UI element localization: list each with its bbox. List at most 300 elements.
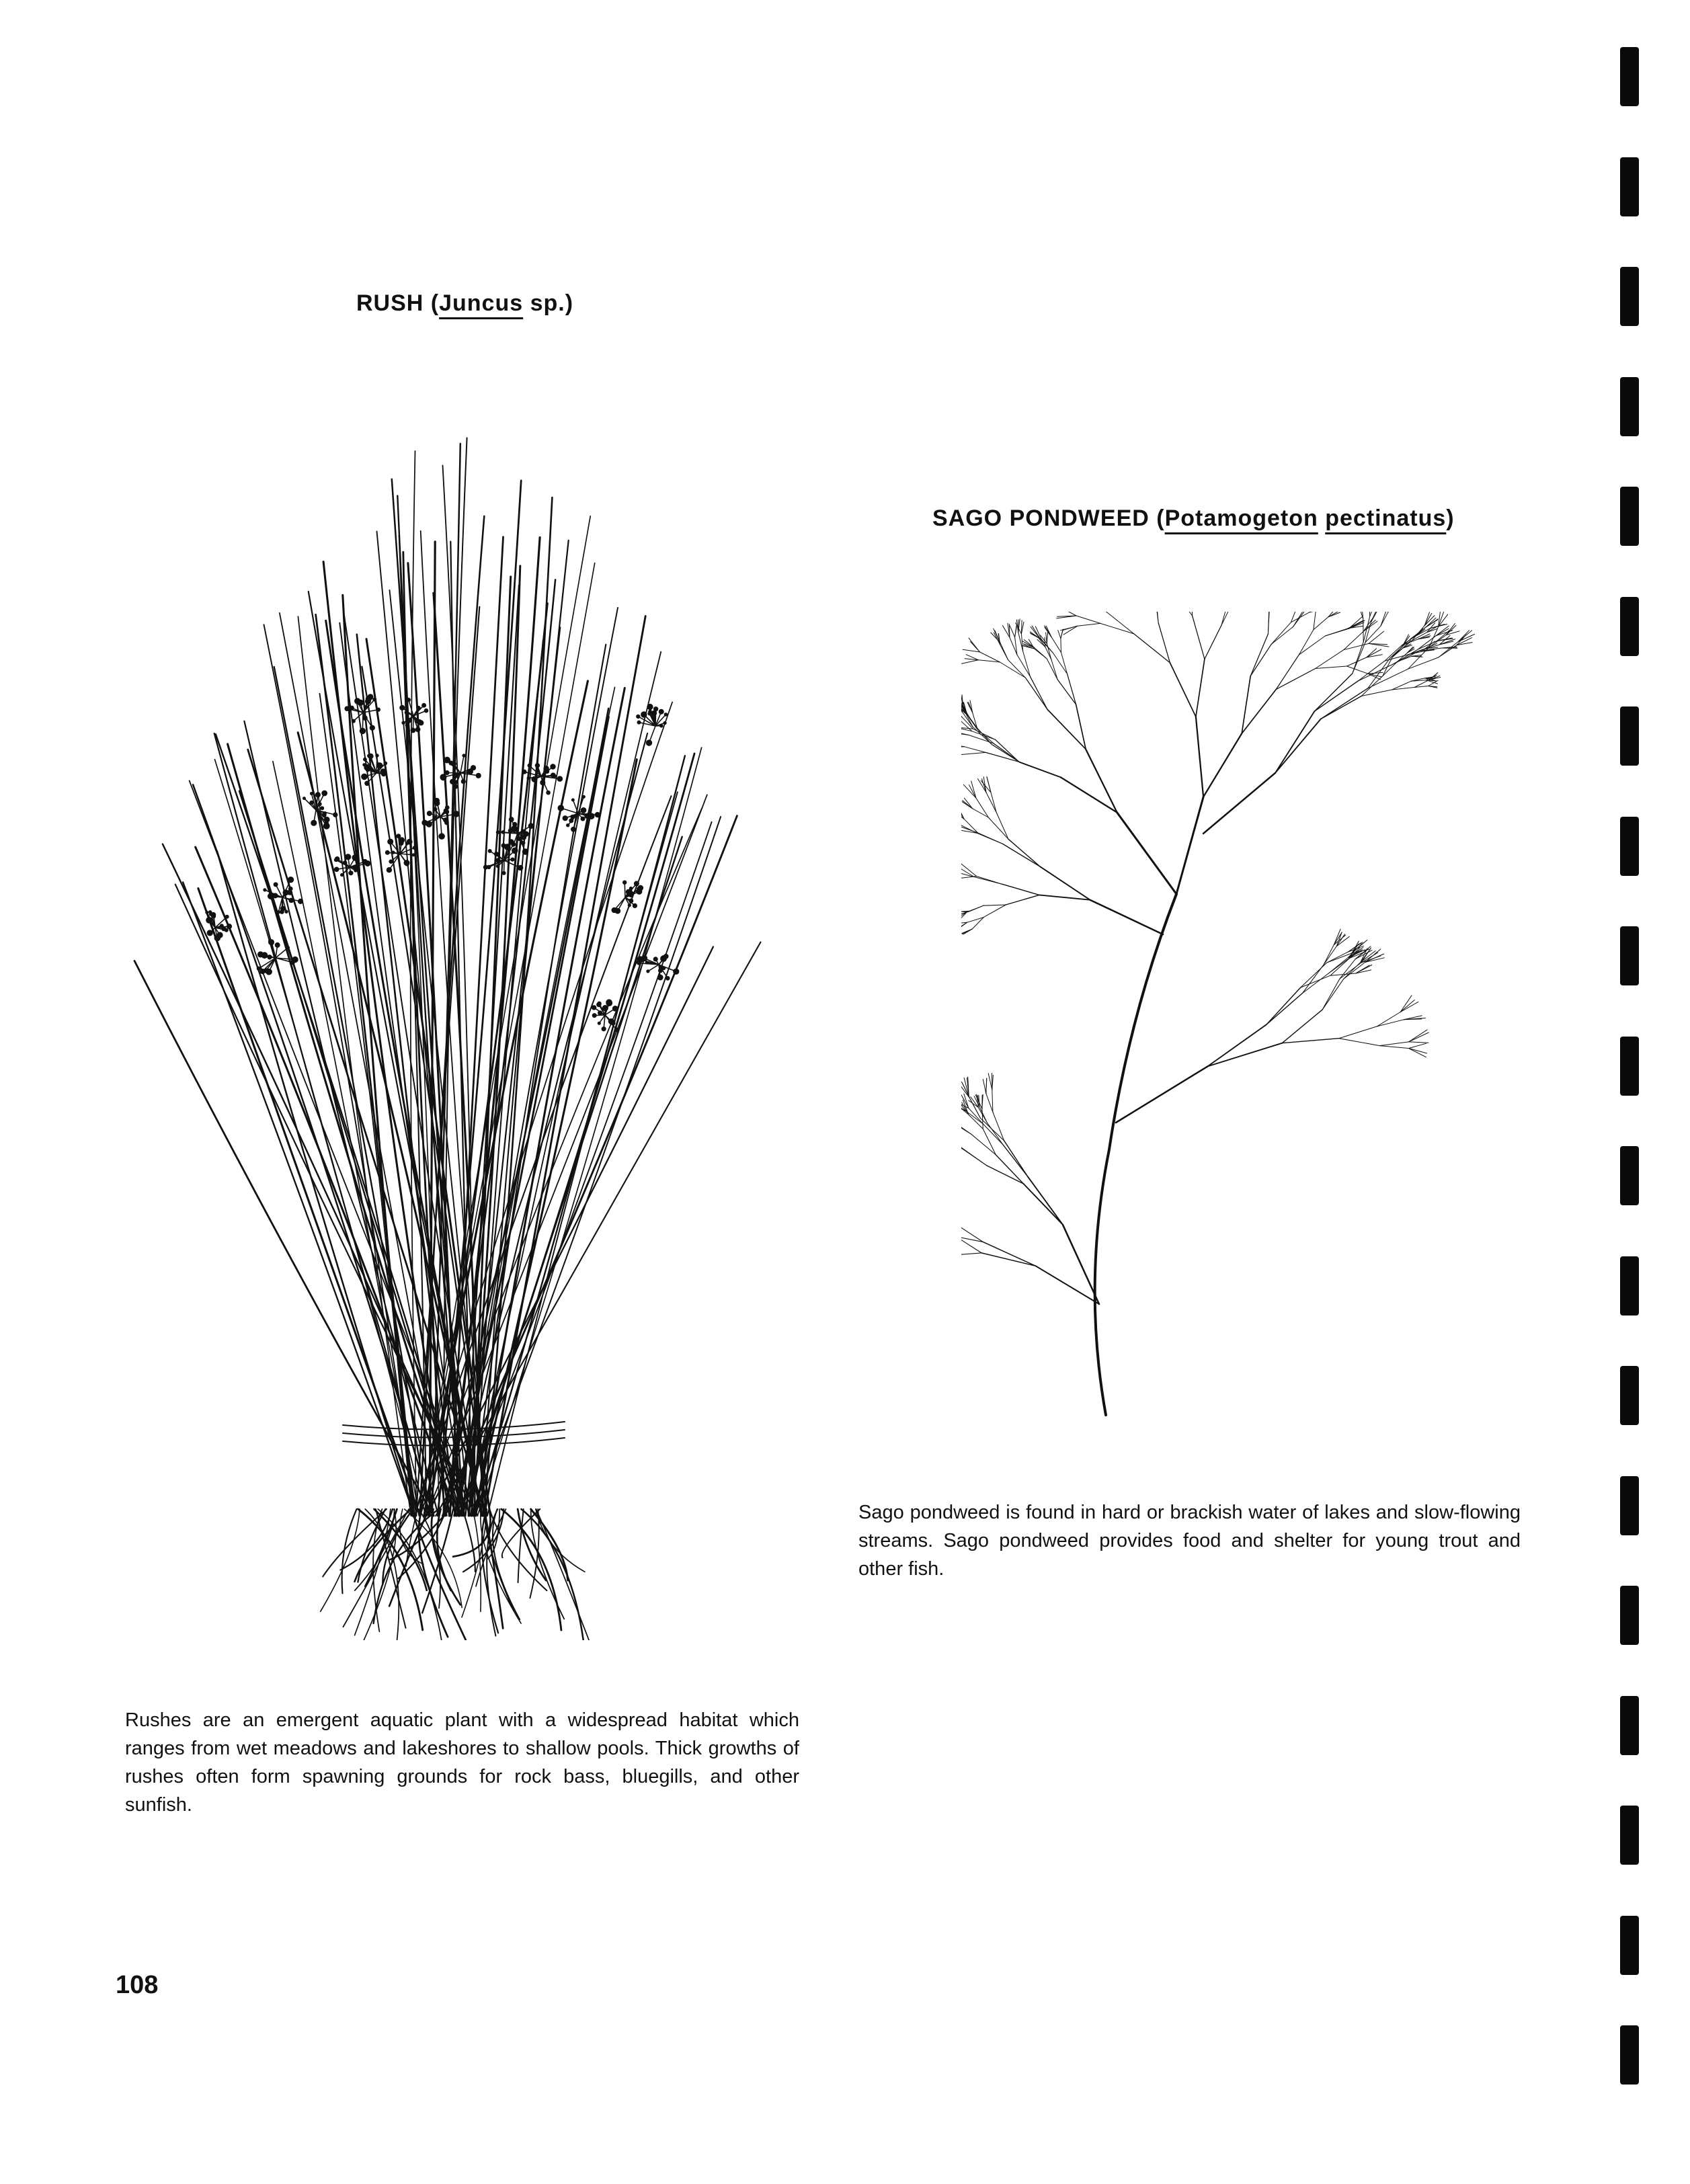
sago-branch	[1315, 674, 1353, 711]
sago-branch	[1009, 624, 1010, 637]
sago-branch	[1361, 690, 1392, 696]
sago-branch	[1412, 655, 1422, 657]
rush-flower	[646, 740, 651, 745]
sago-branch	[1321, 688, 1368, 719]
rush-flower	[289, 898, 294, 903]
rush-flower	[411, 728, 415, 733]
sago-branch	[1293, 612, 1305, 626]
sago-branch	[1339, 1039, 1380, 1046]
rush-flower	[288, 890, 292, 895]
sago-branch	[961, 744, 965, 747]
rush-flower	[285, 910, 288, 913]
rush-flower	[502, 871, 506, 875]
rush-flower	[445, 806, 449, 810]
rush-flower	[434, 807, 437, 811]
sago-branch	[1409, 1042, 1429, 1043]
rush-flower	[257, 967, 260, 970]
rush-flower	[455, 780, 458, 783]
rush-flower	[376, 763, 383, 769]
rush-flower	[310, 793, 313, 795]
rush-flower	[266, 969, 272, 975]
rush-flower	[518, 865, 522, 870]
rush-flower	[659, 709, 663, 714]
sago-branch	[965, 747, 986, 753]
rush-flower	[623, 881, 627, 884]
rush-root	[462, 1509, 475, 1572]
rush-flower	[269, 939, 272, 942]
sago-branch	[1025, 678, 1047, 709]
rush-flower	[628, 904, 631, 907]
rush-flower	[349, 871, 353, 875]
sago-branch	[1002, 884, 1040, 895]
rush-flower	[496, 864, 499, 868]
sago-branch	[1024, 1184, 1063, 1225]
sago-branch	[1363, 621, 1377, 631]
rush-stem	[421, 516, 590, 1516]
sago-branch	[1203, 733, 1242, 797]
sago-branch	[961, 752, 985, 754]
rush-flower	[536, 769, 539, 772]
rush-flower	[387, 868, 391, 873]
sago-branch	[1383, 661, 1398, 676]
binding-hole	[1620, 1586, 1639, 1645]
rush-flower	[389, 860, 393, 863]
sago-branch	[1061, 626, 1078, 631]
rush-flower	[647, 970, 649, 973]
rush-flower	[274, 883, 278, 887]
sago-branch	[1006, 895, 1039, 905]
rush-flower	[663, 954, 668, 959]
rush-flower	[366, 696, 371, 702]
sago-branch	[1174, 612, 1193, 616]
rush-flower	[417, 706, 421, 710]
rush-heading	[356, 290, 573, 317]
rush-flower	[407, 839, 412, 844]
rush-flower	[206, 918, 212, 924]
sago-branch	[1275, 719, 1321, 773]
rush-flower	[370, 725, 374, 730]
rush-flower	[405, 723, 409, 727]
rush-flower	[277, 911, 280, 914]
binding-hole	[1620, 1146, 1639, 1205]
rush-flower	[392, 851, 395, 854]
rush-flower	[602, 1027, 606, 1031]
sago-branch	[1058, 631, 1061, 639]
rush-flower	[641, 712, 647, 717]
rush-root	[501, 1509, 561, 1630]
sago-branch	[961, 727, 972, 731]
sago-branch	[1339, 1026, 1377, 1039]
rush-flower	[471, 766, 475, 770]
rush-description: Rushes are an emergent aquatic plant with a widespread habitat which ranges from wet meadows and lakeshores to shallow pools. Thick growths of rushes often form spawning grounds for rock bass, bluegills, and other sunfish.	[125, 1709, 799, 1816]
rush-flower	[380, 769, 386, 774]
sago-branch	[1090, 900, 1164, 934]
sago-branches	[961, 612, 1475, 1415]
rush-flower	[364, 758, 367, 761]
sago-branch	[977, 729, 994, 743]
rush-flower	[629, 899, 633, 903]
sago-branch	[986, 1078, 987, 1094]
sago-branch	[1330, 959, 1348, 975]
sago-branch	[1268, 612, 1270, 634]
sago-branch	[1028, 1176, 1063, 1224]
sago-branch	[974, 877, 1002, 885]
rush-roots	[321, 1509, 590, 1640]
sago-branch	[1158, 622, 1170, 663]
rush-flower	[653, 957, 657, 961]
sago-branch	[962, 929, 972, 934]
sago-branch	[961, 1123, 971, 1134]
sago-branch	[973, 809, 989, 817]
sago-branch	[1008, 839, 1040, 866]
sago-branch	[1330, 973, 1356, 975]
sago-branch	[1369, 631, 1384, 643]
rush-heading-genus: Juncus	[439, 290, 524, 316]
sago-branch	[1377, 1012, 1400, 1026]
sago-branch	[1368, 658, 1390, 688]
sago-branch	[973, 727, 992, 744]
rush-flower	[612, 1006, 618, 1012]
sago-branch	[1076, 704, 1086, 750]
sago-heading-genus: Potamogeton	[1164, 505, 1318, 531]
rush-flower	[358, 700, 363, 705]
rush-flower	[528, 764, 531, 767]
sago-branch	[983, 905, 1006, 918]
rush-flower	[435, 801, 440, 805]
rush-stem	[454, 717, 609, 1516]
sago-branch	[1299, 636, 1325, 655]
rush-flower	[553, 774, 557, 778]
sago-branch	[966, 1111, 983, 1124]
rush-flower	[352, 719, 355, 723]
rush-flower	[595, 812, 600, 817]
rush-flower	[413, 846, 416, 850]
rush-flower	[288, 877, 293, 883]
rush-pedicel	[460, 756, 464, 773]
sago-branch	[1344, 963, 1365, 979]
sago-branch	[1275, 711, 1314, 773]
rush-flower	[322, 791, 327, 796]
rush-flower	[444, 757, 450, 763]
sago-branch	[1322, 979, 1344, 1010]
sago-branch	[983, 1242, 1035, 1266]
rush-flower	[365, 781, 370, 786]
sago-branch	[1023, 651, 1031, 677]
rush-flower	[298, 899, 303, 903]
rush-flower	[397, 834, 401, 838]
sago-branch	[1039, 895, 1090, 899]
rush-flower	[637, 721, 641, 724]
sago-branch	[1004, 1141, 1028, 1177]
sago-branch	[976, 798, 988, 817]
binding-hole	[1620, 1916, 1639, 1975]
rush-flower	[407, 698, 410, 701]
sago-branch	[1356, 965, 1372, 974]
rush-flower	[528, 823, 534, 829]
binding-hole	[1620, 1476, 1639, 1535]
sago-branch	[988, 1074, 992, 1090]
sago-branch	[991, 793, 996, 813]
rush-flower-cluster	[637, 704, 668, 745]
sago-branch	[1392, 645, 1403, 657]
sago-branch	[986, 793, 996, 813]
sago-branch	[977, 728, 992, 745]
rush-flower	[385, 850, 389, 854]
rush-flower	[362, 774, 368, 780]
sago-branch	[1315, 681, 1359, 711]
sago-branch	[1196, 659, 1205, 717]
rush-flower	[606, 1000, 612, 1005]
sago-branch	[1299, 630, 1314, 655]
sago-branch	[961, 922, 967, 930]
rush-flower	[335, 857, 339, 862]
rush-flower	[417, 720, 421, 724]
rush-flower	[287, 946, 290, 949]
sago-branch	[1324, 946, 1336, 965]
sago-branch	[1035, 649, 1047, 659]
rush-flower	[384, 762, 387, 765]
sago-branch	[1363, 618, 1364, 642]
rush-stem	[487, 792, 678, 1516]
sago-branch	[1176, 797, 1203, 895]
sago-branch	[1368, 674, 1381, 680]
sago-branch	[1015, 626, 1016, 637]
rush-flower	[512, 848, 518, 854]
sago-branch	[1347, 666, 1368, 674]
rush-flower	[440, 774, 446, 780]
sago-branch	[1057, 680, 1076, 704]
sago-branch	[961, 727, 973, 729]
rush-flower	[509, 840, 514, 844]
rush-heading-suffix: sp.)	[523, 290, 574, 316]
sago-branch	[981, 1253, 1036, 1266]
rush-flower	[399, 838, 405, 843]
rush-flower	[462, 754, 465, 757]
sago-branch	[1063, 626, 1078, 635]
rush-flower	[674, 969, 679, 974]
rush-pedicel	[276, 948, 288, 958]
sago-branch	[1303, 974, 1328, 994]
rush-illustration	[114, 397, 773, 1640]
sago-branch	[1053, 653, 1068, 674]
binding-holes	[1620, 47, 1647, 2178]
rush-flower	[220, 924, 223, 928]
rush-flower	[567, 824, 569, 827]
rush-flower	[501, 831, 505, 834]
sago-branch	[1408, 657, 1439, 669]
sago-branch	[988, 817, 1008, 839]
sago-main-stem	[1095, 894, 1176, 1415]
rush-stem	[426, 795, 707, 1516]
sago-branch	[1363, 618, 1373, 632]
rush-flower	[614, 1028, 618, 1032]
rush-root	[518, 1509, 524, 1582]
rush-flower	[292, 957, 298, 963]
sago-branch	[1250, 634, 1268, 676]
rush-flower	[376, 708, 380, 711]
sago-branch	[961, 1121, 971, 1135]
sago-branch	[1276, 669, 1315, 690]
sago-branch	[1325, 629, 1348, 636]
sago-branch	[1409, 1049, 1426, 1057]
sago-branch	[1207, 1043, 1282, 1067]
sago-branch	[1291, 612, 1310, 622]
rush-flower	[368, 754, 373, 758]
sago-branch	[970, 905, 983, 911]
sago-branch	[1052, 637, 1061, 652]
rush-flower	[427, 811, 432, 816]
rush-flower	[356, 865, 359, 868]
sago-branch	[980, 1118, 1004, 1140]
sago-branch	[1282, 1039, 1338, 1043]
rush-flower	[592, 1014, 596, 1018]
rush-flower	[476, 773, 481, 778]
rush-root	[531, 1509, 568, 1580]
sago-branch	[1381, 612, 1388, 626]
binding-hole	[1620, 157, 1639, 216]
sago-branch	[1170, 663, 1196, 717]
sago-branch	[1276, 655, 1299, 689]
sago-branch	[996, 813, 1008, 840]
sago-branch	[961, 1234, 983, 1242]
sago-branch	[1409, 1033, 1429, 1042]
rush-flower	[663, 721, 666, 724]
sago-branch	[1061, 629, 1063, 639]
sago-branch	[1046, 626, 1051, 637]
rush-flower	[444, 809, 448, 813]
sago-branch	[1021, 620, 1022, 634]
rush-flower	[551, 764, 555, 769]
rush-flower	[666, 977, 670, 981]
sago-branch	[1379, 1046, 1408, 1049]
rush-flower	[405, 711, 408, 715]
sago-branch	[1100, 623, 1134, 634]
rush-flower	[571, 827, 576, 832]
rush-flower	[581, 808, 586, 813]
rush-flower	[581, 817, 585, 821]
rush-flower	[598, 1002, 602, 1006]
sago-branch	[1381, 612, 1385, 626]
rush-flower	[207, 930, 212, 936]
rush-flower	[445, 770, 449, 774]
sago-branch	[1266, 987, 1301, 1024]
sago-branch	[1242, 676, 1250, 733]
rush-flower	[521, 835, 526, 840]
rush-flower	[522, 849, 528, 854]
sago-branch	[1314, 612, 1316, 630]
rush-flower	[360, 728, 365, 733]
rush-flower	[402, 721, 405, 724]
rush-flower	[341, 873, 344, 876]
sago-branch	[1377, 1020, 1404, 1026]
rush-flower	[373, 698, 376, 701]
rush-flower	[637, 961, 641, 965]
rush-stem	[477, 747, 701, 1516]
sago-branch	[1400, 1002, 1418, 1012]
sago-branch	[1250, 644, 1271, 676]
sago-branch	[1271, 626, 1293, 644]
rush-flower	[664, 713, 668, 717]
rush-flower	[322, 813, 326, 817]
rush-flower	[454, 811, 460, 817]
rush-flower	[225, 915, 229, 918]
sago-branch	[1282, 1010, 1322, 1043]
rush-flower	[582, 795, 585, 798]
sago-branch	[1040, 866, 1090, 900]
sago-branch	[1353, 642, 1363, 674]
rush-flower	[518, 838, 521, 841]
sago-branch	[1207, 1024, 1266, 1066]
rush-flower	[345, 706, 350, 711]
rush-flower	[273, 893, 278, 898]
rush-flower	[532, 776, 537, 782]
rush-flower	[544, 766, 549, 771]
sago-pondweed-illustration	[961, 612, 1486, 1432]
sago-branch	[961, 1233, 981, 1253]
sago-branch	[1379, 1042, 1408, 1046]
binding-hole	[1620, 267, 1639, 326]
rush-flower	[311, 820, 317, 825]
rush-flower	[451, 762, 456, 766]
sago-branch	[1010, 626, 1014, 637]
sago-branch	[1063, 1225, 1099, 1304]
binding-hole	[1620, 487, 1639, 546]
sago-branch	[1316, 650, 1344, 669]
binding-hole	[1620, 597, 1639, 656]
sago-branch	[996, 1155, 1023, 1184]
sago-pondweed-description: Sago pondweed is found in hard or brackish water of lakes and slow-flowing streams. Sago pondweed provides food and shelter for young trout and other fish.	[858, 1502, 1521, 1580]
rush-flower	[422, 820, 428, 825]
rush-flower	[346, 854, 351, 860]
sago-branch	[979, 1106, 987, 1123]
rush-flower	[400, 705, 405, 710]
sago-branch	[1003, 844, 1041, 866]
binding-hole	[1620, 1366, 1639, 1425]
sago-branch	[961, 711, 962, 717]
binding-hole	[1620, 2025, 1639, 2085]
rush-flower	[648, 712, 651, 715]
sago-branch	[1203, 773, 1275, 834]
sago-branch	[971, 642, 980, 653]
rush-flower	[323, 823, 329, 829]
rush-flower	[647, 704, 653, 709]
sago-branch	[1155, 612, 1158, 622]
rush-flower	[657, 975, 663, 980]
rush-flower	[569, 819, 573, 823]
sago-branch	[961, 1253, 981, 1256]
rush-flower	[511, 858, 514, 861]
sago-heading-space	[1318, 505, 1325, 531]
sago-branch	[963, 649, 980, 652]
binding-hole	[1620, 1696, 1639, 1755]
sago-branch	[1409, 1043, 1426, 1048]
sago-heading-species: pectinatus	[1325, 505, 1447, 531]
rush-flower	[445, 821, 449, 825]
rush-flower	[522, 770, 526, 774]
rush-flower	[509, 817, 514, 822]
rush-flower	[547, 791, 551, 795]
sago-branch	[1205, 625, 1221, 659]
sago-branch	[1196, 717, 1203, 797]
sago-branch	[1371, 612, 1378, 622]
rush-flower	[264, 889, 266, 891]
sago-branch	[983, 1129, 996, 1155]
sago-branch	[971, 1134, 996, 1155]
rush-flower	[496, 831, 499, 834]
sago-branch	[961, 711, 962, 717]
rush-flower	[363, 764, 366, 766]
sago-branch	[1322, 979, 1340, 1010]
